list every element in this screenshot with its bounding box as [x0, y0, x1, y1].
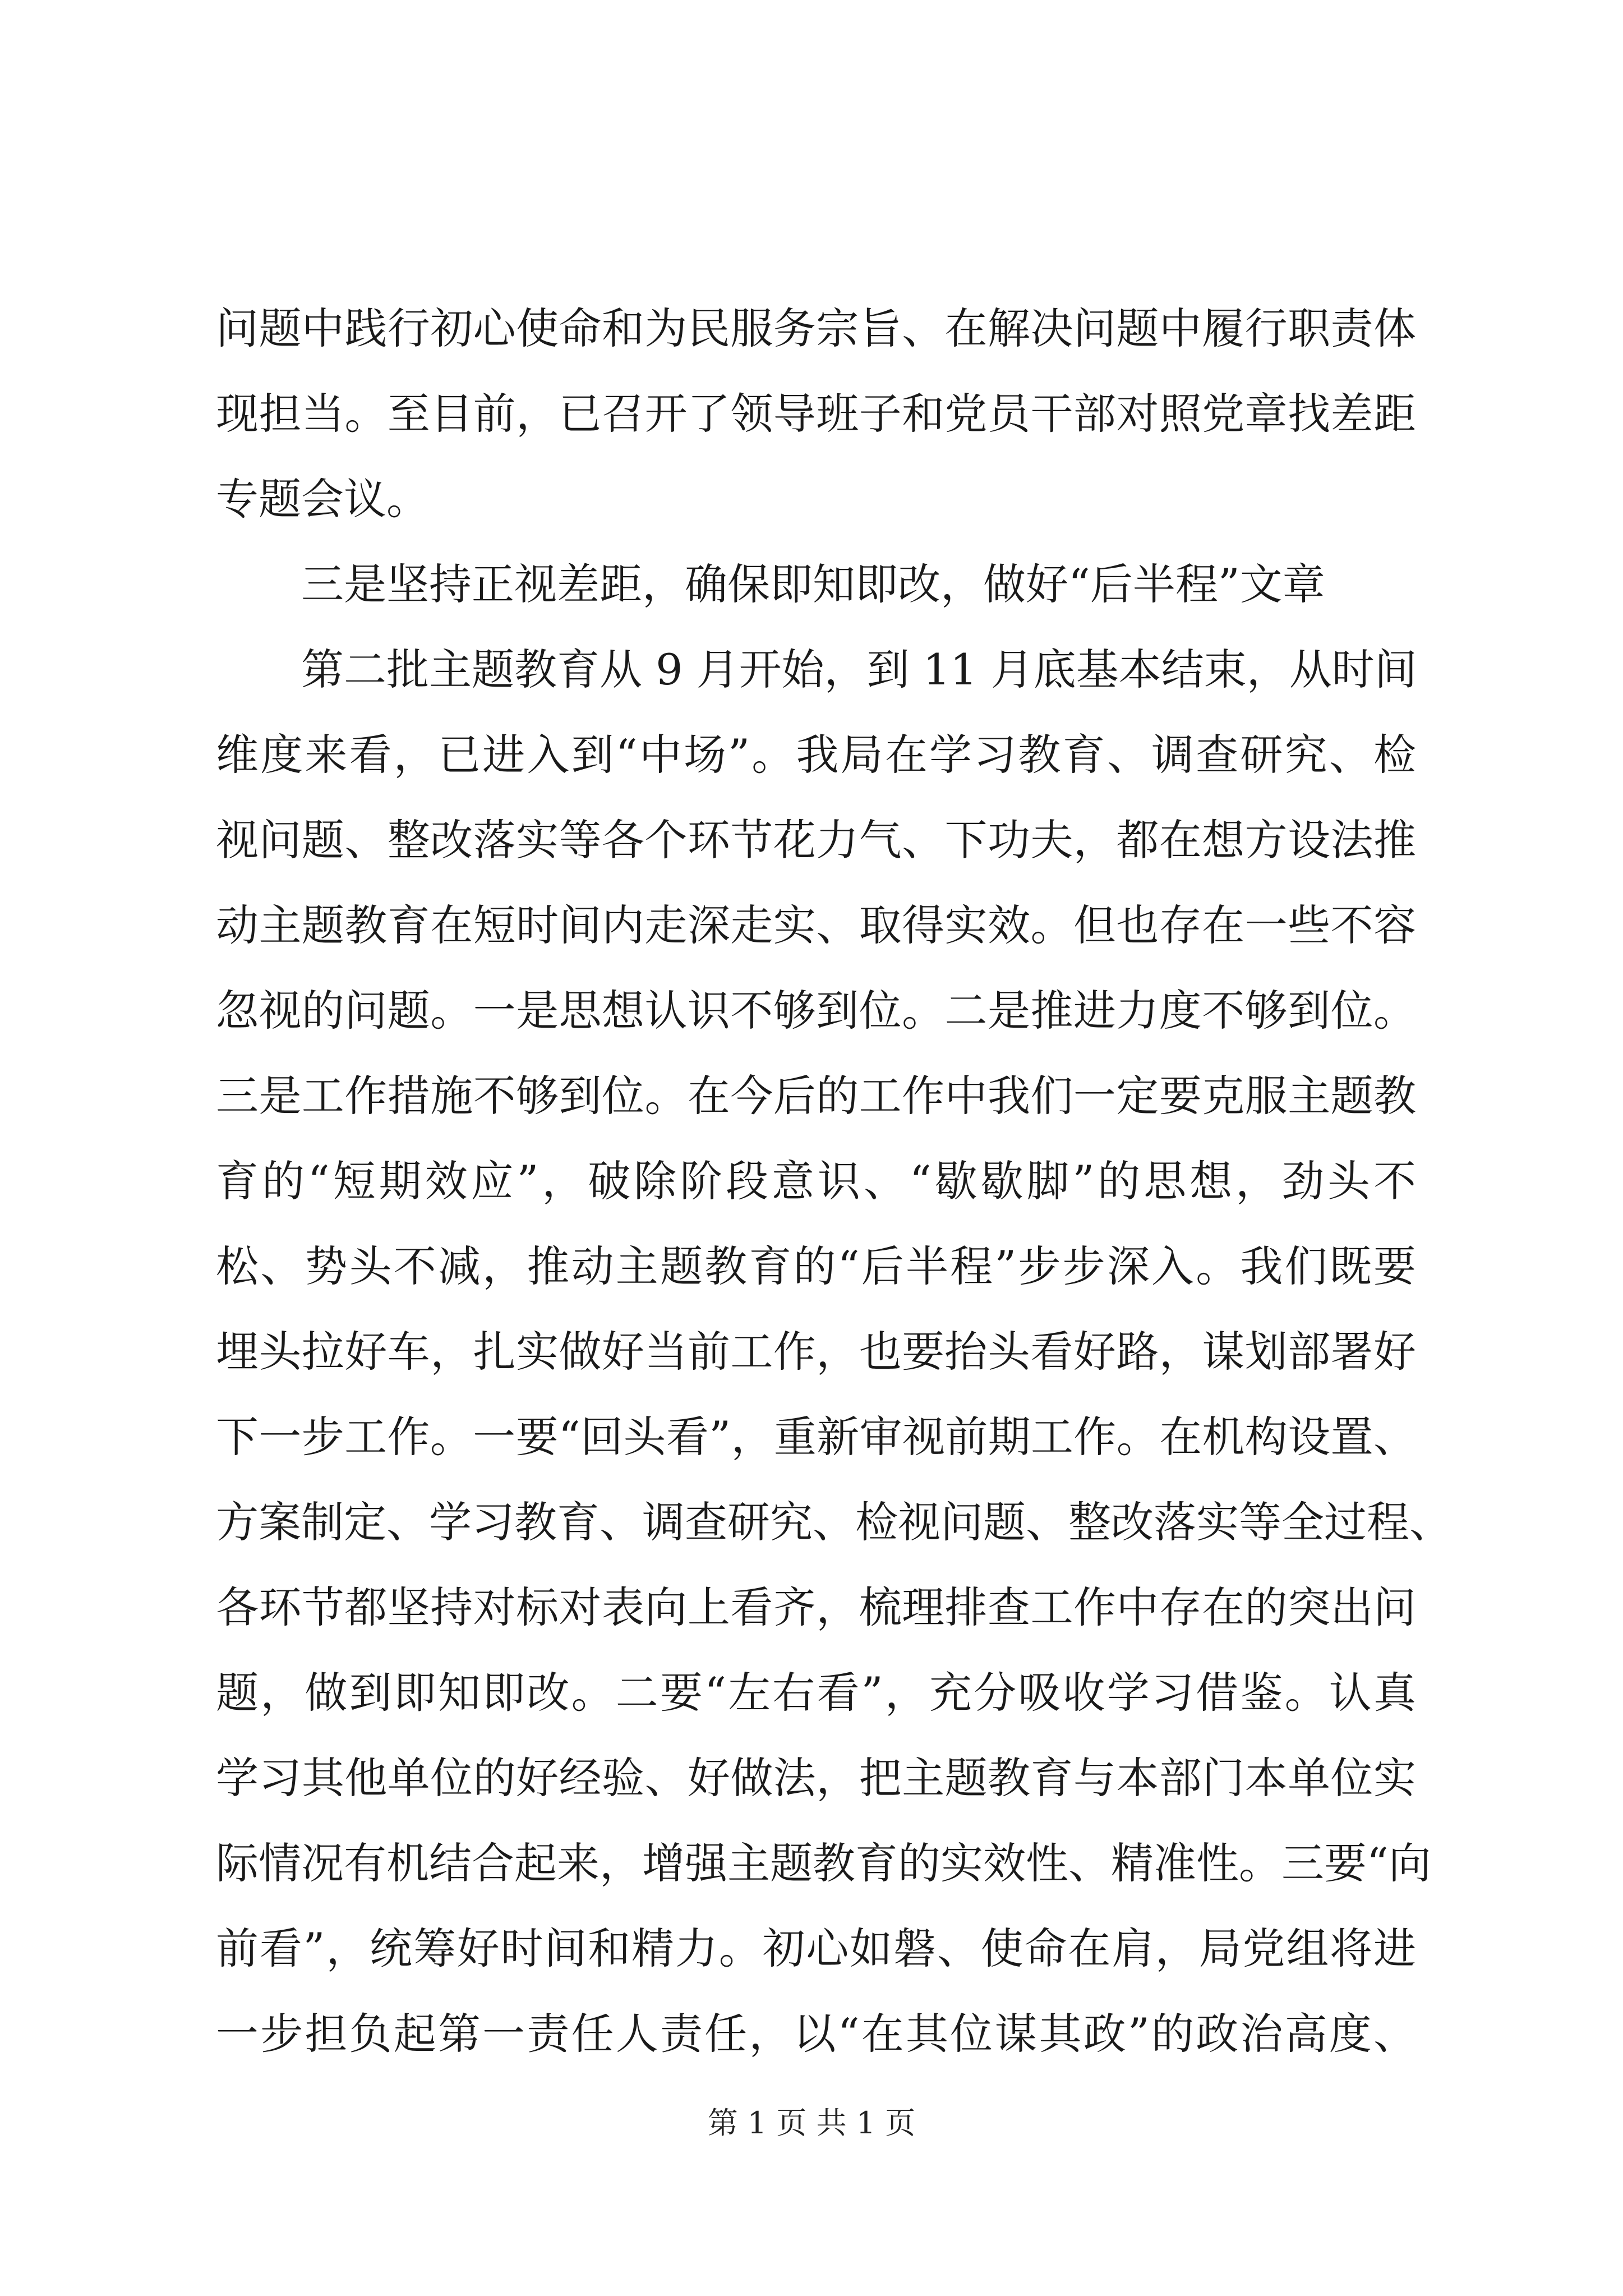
text-line: 育的“短期效应”，破除阶段意识、“歇歇脚”的思想，劲头不	[216, 1156, 1416, 1206]
text-line: 题，做到即知即改。二要“左右看”，充分吸收学习借鉴。认真	[216, 1668, 1416, 1718]
text-line: 一步担负起第一责任人责任，以“在其位谋其政”的政治高度、	[216, 2009, 1416, 2059]
text-line: 际情况有机结合起来，增强主题教育的实效性、精准性。三要“向	[216, 1838, 1431, 1888]
text-line: 下一步工作。一要“回头看”，重新审视前期工作。在机构设置、	[216, 1412, 1416, 1462]
text-line: 方案制定、学习教育、调查研究、检视问题、整改落实等全过程、	[216, 1497, 1452, 1547]
text-line: 视问题、整改落实等各个环节花力气、下功夫，都在想方设法推	[216, 815, 1416, 865]
text-line: 各环节都坚持对标对表向上看齐，梳理排查工作中存在的突出问	[216, 1582, 1416, 1632]
text-line: 忽视的问题。一是思想认识不够到位。二是推进力度不够到位。	[216, 986, 1416, 1036]
text-line: 埋头拉好车，扎实做好当前工作，也要抬头看好路，谋划部署好	[216, 1327, 1416, 1377]
text-line: 动主题教育在短时间内走深走实、取得实效。但也存在一些不容	[216, 900, 1416, 950]
text-line: 维度来看，已进入到“中场”。我局在学习教育、调查研究、检	[216, 730, 1416, 780]
text-line: 问题中践行初心使命和为民服务宗旨、在解决问题中履行职责体	[216, 303, 1416, 353]
text-line: 专题会议。	[216, 474, 429, 524]
text-line: 前看”，统筹好时间和精力。初心如磐、使命在肩，局党组将进	[216, 1924, 1416, 1973]
text-line: 学习其他单位的好经验、好做法，把主题教育与本部门本单位实	[216, 1753, 1416, 1803]
text-line: 第二批主题教育从 9 月开始，到 11 月底基本结束，从时间	[301, 645, 1417, 694]
text-line: 三是工作措施不够到位。在今后的工作中我们一定要克服主题教	[216, 1071, 1416, 1121]
text-line: 现担当。至目前，已召开了领导班子和党员干部对照党章找差距	[216, 389, 1416, 439]
section-heading: 三是坚持正视差距，确保即知即改，做好“后半程”文章	[301, 559, 1325, 609]
text-line: 松、势头不减，推动主题教育的“后半程”步步深入。我们既要	[216, 1241, 1416, 1291]
page-footer: 第 1 页 共 1 页	[707, 2105, 916, 2141]
